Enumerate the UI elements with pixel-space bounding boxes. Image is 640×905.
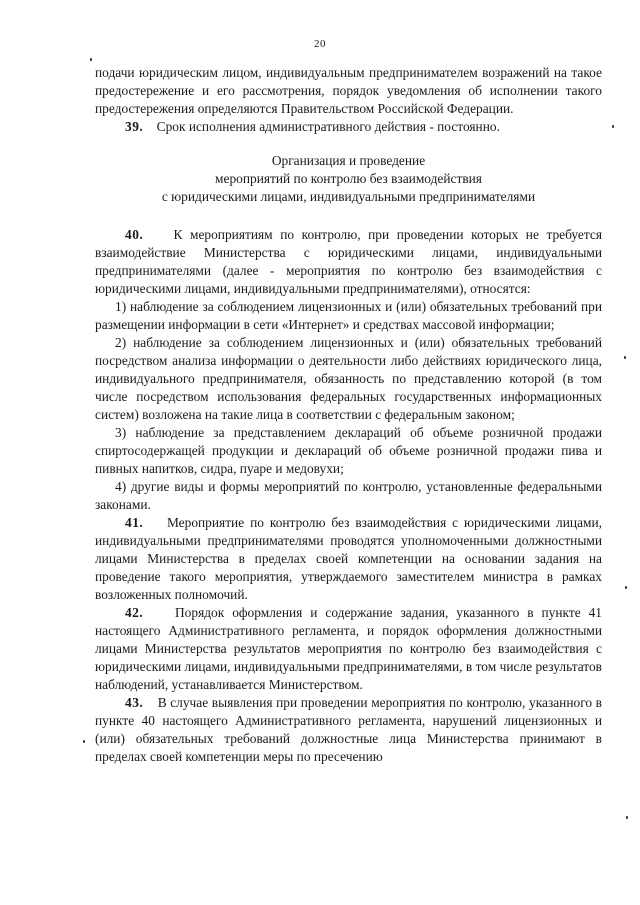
list-item: 3) наблюдение за представлением деклараций об объеме розничной продажи спиртосодержащей продукции и деклараций об объеме розничной продажи пива и пивных напитков, сидра, пуаре и медовухи; <box>95 425 602 476</box>
clause-40 <box>95 226 602 298</box>
scan-speck <box>83 740 85 743</box>
scan-speck <box>624 356 626 359</box>
section-heading-line: мероприятий по контролю без взаимодействия <box>215 171 482 186</box>
section-heading-line: Организация и проведение <box>271 153 426 168</box>
clause-number: 39. <box>125 119 144 134</box>
clause-number: 41. <box>125 515 144 530</box>
section-heading-line: с юридическими лицами, индивидуальными предпринимателями <box>161 189 536 204</box>
clause-42 <box>95 604 602 694</box>
clause-text: Порядок оформления и содержание задания, указанного в пункте 41 настоящего Административного регламента, и порядок оформления должностными лицами Министерства результатов мероприятия по контролю без взаимодействия с юридическими лицами, индивидуальными предпринимателями, в том числе результатов наблюдений, устанавливается Министерством. <box>95 605 603 692</box>
scan-speck <box>90 58 92 61</box>
section-heading <box>95 152 602 206</box>
intro-paragraph: подачи юридическим лицом, индивидуальным предпринимателем возражений на такое предостережение и его рассмотрения, порядок уведомления об исполнении такого предостережения определяются Правительством Российской Федерации. <box>95 65 602 116</box>
list-item: 4) другие виды и формы мероприятий по контролю, установленные федеральными законами. <box>95 479 602 512</box>
list-item: 1) наблюдение за соблюдением лицензионных и (или) обязательных требований при размещении информации в сети «Интернет» и средствах массовой информации; <box>95 299 602 332</box>
scan-speck <box>612 125 614 128</box>
clause-41 <box>95 514 602 604</box>
clause-43 <box>95 694 602 766</box>
clause-number: 42. <box>125 605 144 620</box>
clause-text: В случае выявления при проведении мероприятия по контролю, указанного в пункте 40 настоящего Административного регламента, нарушений лицензионных и (или) обязательных требований должностные лица Министерства принимают в пределах своей компетенции меры по пресечению <box>95 695 602 764</box>
clause-39 <box>95 118 602 136</box>
page-number: 20 <box>314 38 326 50</box>
clause-text: Мероприятие по контролю без взаимодействия с юридическими лицами, индивидуальными предпринимателями проводятся уполномоченными должностными лицами Министерства в пределах своей компетенции на основании задания на проведение такого мероприятия, утверждаемого заместителем министра в рамках возложенных полномочий. <box>95 515 603 602</box>
clause-number: 43. <box>125 695 144 710</box>
clause-text: Срок исполнения административного действия - постоянно. <box>156 119 500 134</box>
list-item: 2) наблюдение за соблюдением лицензионных и (или) обязательных требований посредством анализа информации о деятельности либо действиях юридического лица, индивидуального предпринимателя, обязанность по представлению которой (в том числе посредством использования федеральных государственных информационных систем) возложена на такие лица в соответствии с федеральным законом; <box>95 335 602 422</box>
clause-text: К мероприятиям по контролю, при проведении которых не требуется взаимодействие Министерства с юридическими лицами, индивидуальными предпринимателями (далее - мероприятия по контролю без взаимодействия с юридическими лицами, индивидуальными предпринимателями), относятся: <box>95 227 602 296</box>
scan-speck <box>625 586 627 589</box>
document-body <box>95 64 602 766</box>
clause-number: 40. <box>125 227 144 242</box>
scan-speck <box>626 816 628 819</box>
